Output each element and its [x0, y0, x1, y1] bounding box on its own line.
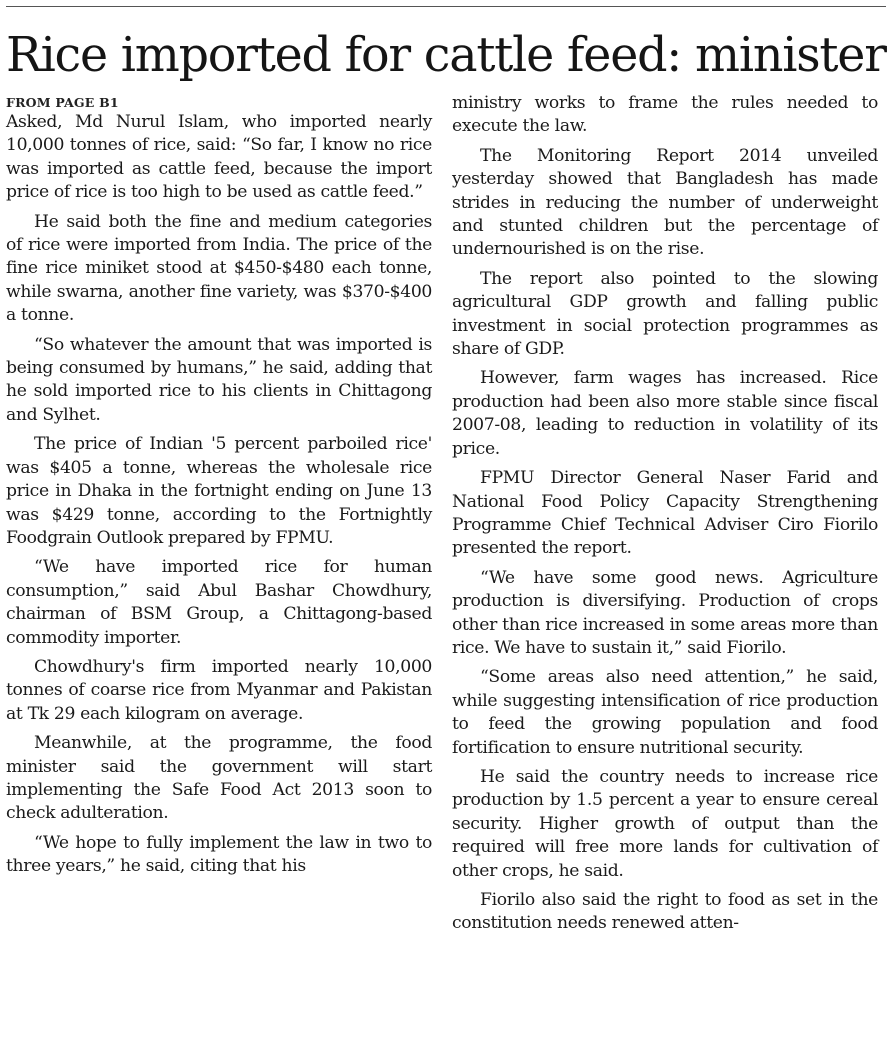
paragraph: “We hope to fully implement the law in two to three years,” he said, citing that his: [6, 832, 432, 877]
paragraph: “So whatever the amount that was imported is being consumed by humans,” he said, adding that he sold imported rice to his clients in Chittagong and Sylhet.: [6, 334, 432, 425]
paragraph: The Monitoring Report 2014 unveiled yesterday showed that Bangladesh has made strides in reducing the number of underweight and stunted children but the percentage of undernourished is on the rise.: [452, 145, 878, 260]
paragraph: However, farm wages has increased. Rice production had been also more stable since fiscal 2007-08, leading to reduction in volatility of its price.: [452, 368, 878, 459]
paragraph: FPMU Director General Naser Farid and National Food Policy Capacity Strengthening Programme Chief Technical Adviser Ciro Fiorilo presented the report.: [452, 468, 878, 559]
paragraph: The price of Indian '5 percent parboiled rice' was $405 a tonne, whereas the wholesale rice price in Dhaka in the fortnight ending on June 13 was $429 tonne, according to the Fortnightly Foodgrain Outlook prepared by FPMU.: [6, 434, 432, 548]
paragraph: Fiorilo also said the right to food as set in the constitution needs renewed atten-: [452, 890, 878, 934]
paragraph: He said the country needs to increase rice production by 1.5 percent a year to ensure cereal security. Higher growth of output than the required will free more lands for cultivation of other crops, he said.: [452, 766, 878, 881]
paragraph: The report also pointed to the slowing agricultural GDP growth and falling public investment in social protection programmes as share of GDP.: [452, 268, 878, 360]
paragraph: “We have some good news. Agriculture production is diversifying. Production of crops other than rice increased in some areas more than rice. We have to sustain it,” said Fiorilo.: [452, 567, 878, 658]
paragraph: Meanwhile, at the programme, the food minister said the government will start implementing the Safe Food Act 2013 soon to check adulteration.: [6, 733, 432, 824]
paragraph: Asked, Md Nurul Islam, who imported nearly 10,000 tonnes of rice, said: “So far, I know no rice was imported as cattle feed, because the import price of rice is too high to be used as cattle feed.”: [6, 112, 432, 203]
right-column: [452, 92, 878, 936]
paragraph: “Some areas also need attention,” he said, while suggesting intensification of rice production to feed the growing population and food fortification to ensure nutritional security.: [452, 667, 878, 758]
paragraph: He said both the fine and medium categories of rice were imported from India. The price of the fine rice miniket stood at $450-$480 each tonne, while swarna, another fine variety, was $370-$400 a tonne.: [6, 211, 432, 326]
headline: Rice imported for cattle feed: minister: [6, 28, 886, 83]
paragraph: ministry works to frame the rules needed to execute the law.: [452, 93, 878, 137]
paragraph: Chowdhury's firm imported nearly 10,000 tonnes of coarse rice from Myanmar and Pakistan at Tk 29 each kilogram on average.: [6, 656, 432, 724]
left-column: [6, 93, 432, 879]
top-rule: [6, 6, 886, 7]
paragraph: “We have imported rice for human consumption,” said Abul Bashar Chowdhury, chairman of BSM Group, a Chittagong-based commodity importer.: [6, 557, 432, 648]
continuation-kicker: FROM PAGE B1: [6, 95, 119, 110]
